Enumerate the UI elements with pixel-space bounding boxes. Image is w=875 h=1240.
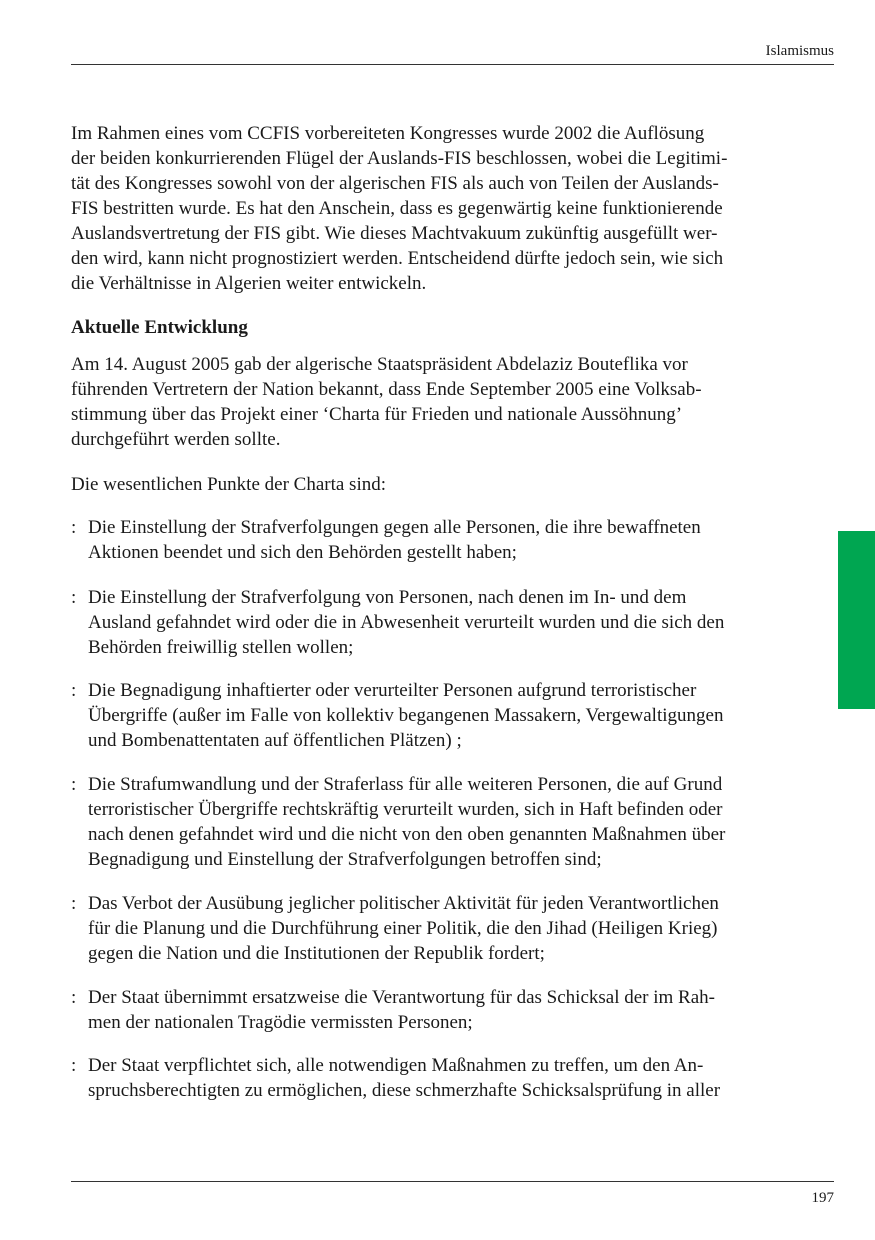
list-item-continuation: gegen die Nation und die Institutionen der Republik fordert; bbox=[88, 943, 545, 964]
text-line: Auslandsvertretung der FIS gibt. Wie dieses Machtvakuum zukünftig ausgefüllt wer- bbox=[71, 223, 718, 244]
bullet-marker: : bbox=[71, 587, 77, 608]
list-item bbox=[71, 587, 686, 609]
text-line: stimmung über das Projekt einer ‘Charta für Frieden und nationale Aussöhnung’ bbox=[71, 404, 683, 425]
chapter-side-tab bbox=[838, 531, 875, 709]
text-line: tät des Kongresses sowohl von der algerischen FIS als auch von Teilen der Auslands- bbox=[71, 173, 719, 194]
list-item-text: Der Staat verpflichtet sich, alle notwendigen Maßnahmen zu treffen, um den An- bbox=[88, 1055, 704, 1076]
text-line: führenden Vertretern der Nation bekannt, dass Ende September 2005 eine Volksab- bbox=[71, 379, 702, 400]
list-item bbox=[71, 517, 701, 539]
list-item-text: Die Einstellung der Strafverfolgung von Personen, nach denen im In- und dem bbox=[88, 587, 687, 608]
list-item-text: Die Begnadigung inhaftierter oder verurteilter Personen aufgrund terroristischer bbox=[88, 680, 697, 701]
list-item bbox=[71, 987, 715, 1009]
page-number: 197 bbox=[811, 1190, 834, 1206]
text-line: Die wesentlichen Punkte der Charta sind: bbox=[71, 474, 387, 495]
bullet-marker: : bbox=[71, 1055, 77, 1076]
text-line: Im Rahmen eines vom CCFIS vorbereiteten Kongresses wurde 2002 die Auflösung bbox=[71, 123, 705, 144]
running-header-title: Islamismus bbox=[765, 43, 834, 59]
list-item-text: Die Strafumwandlung und der Straferlass für alle weiteren Personen, die auf Grund bbox=[88, 774, 723, 795]
footer-rule bbox=[71, 1181, 834, 1182]
list-item-continuation: Begnadigung und Einstellung der Strafverfolgungen betroffen sind; bbox=[88, 849, 602, 870]
text-line: den wird, kann nicht prognostiziert werden. Entscheidend dürfte jedoch sein, wie sich bbox=[71, 248, 724, 269]
list-item bbox=[71, 893, 719, 915]
bullet-marker: : bbox=[71, 987, 77, 1008]
text-line: die Verhältnisse in Algerien weiter entwickeln. bbox=[71, 273, 427, 294]
list-item-continuation: Aktionen beendet und sich den Behörden gestellt haben; bbox=[88, 542, 517, 563]
list-item-continuation: spruchsberechtigten zu ermöglichen, diese schmerzhafte Schicksalsprüfung in aller bbox=[88, 1080, 721, 1101]
text-line: der beiden konkurrierenden Flügel der Auslands-FIS beschlossen, wobei die Legitimi- bbox=[71, 148, 728, 169]
bullet-marker: : bbox=[71, 893, 77, 914]
text-line: FIS bestritten wurde. Es hat den Anschein, dass es gegenwärtig keine funktionierende bbox=[71, 198, 723, 219]
list-item-continuation: für die Planung und die Durchführung einer Politik, die den Jihad (Heiligen Krieg) bbox=[88, 918, 718, 939]
bullet-marker: : bbox=[71, 680, 77, 701]
list-item bbox=[71, 680, 696, 702]
list-item-continuation: Behörden freiwillig stellen wollen; bbox=[88, 637, 354, 658]
section-heading: Aktuelle Entwicklung bbox=[71, 317, 248, 338]
text-line: durchgeführt werden sollte. bbox=[71, 429, 281, 450]
list-item-continuation: terroristischer Übergriffe rechtskräftig verurteilt wurden, sich in Haft befinden oder bbox=[88, 799, 723, 820]
list-item-text: Der Staat übernimmt ersatzweise die Verantwortung für das Schicksal der im Rah- bbox=[88, 987, 715, 1008]
bullet-marker: : bbox=[71, 517, 77, 538]
text-line: Am 14. August 2005 gab der algerische Staatspräsident Abdelaziz Bouteflika vor bbox=[71, 354, 688, 375]
header-rule bbox=[71, 64, 834, 65]
bullet-marker: : bbox=[71, 774, 77, 795]
list-item-continuation: men der nationalen Tragödie vermissten Personen; bbox=[88, 1012, 473, 1033]
list-item-continuation: und Bombenattentaten auf öffentlichen Plätzen) ; bbox=[88, 730, 462, 751]
list-item-continuation: nach denen gefahndet wird und die nicht von den oben genannten Maßnahmen über bbox=[88, 824, 726, 845]
list-item-continuation: Übergriffe (außer im Falle von kollektiv begangenen Massakern, Vergewaltigungen bbox=[88, 705, 724, 726]
list-item bbox=[71, 774, 722, 796]
list-item-continuation: Ausland gefahndet wird oder die in Abwesenheit verurteilt wurden und die sich den bbox=[88, 612, 725, 633]
list-item-text: Die Einstellung der Strafverfolgungen gegen alle Personen, die ihre bewaffneten bbox=[88, 517, 701, 538]
list-item-text: Das Verbot der Ausübung jeglicher politischer Aktivität für jeden Verantwortlichen bbox=[88, 893, 719, 914]
list-item bbox=[71, 1055, 703, 1077]
